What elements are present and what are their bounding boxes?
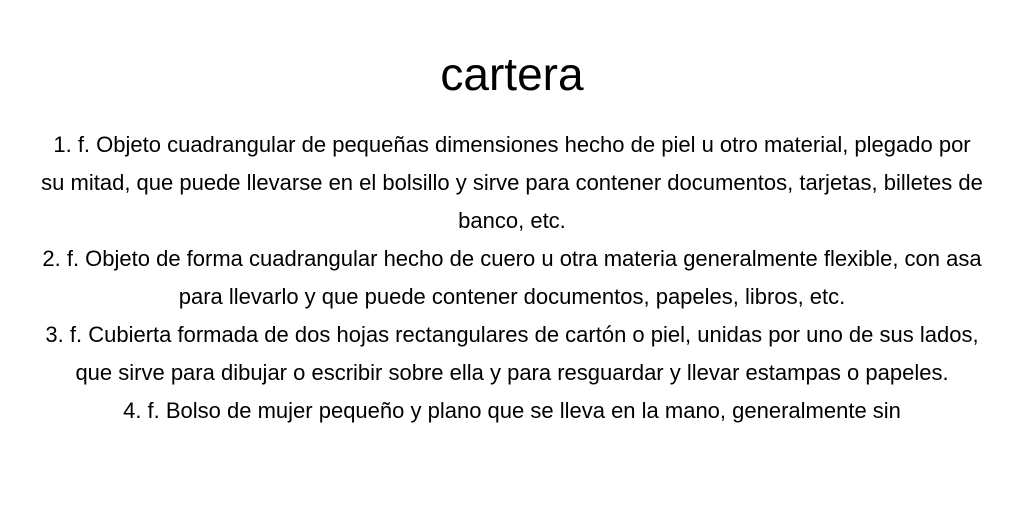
definitions-list [40,126,984,430]
definition-1: 1. f. Objeto cuadrangular de pequeñas dimensiones hecho de piel u otro material, plegado por su mitad, que puede llevarse en el bolsillo y sirve para contener documentos, tarjetas, billetes de banco, etc. [41,132,983,233]
definition-4: 4. f. Bolso de mujer pequeño y plano que se lleva en la mano, generalmente sin [123,398,901,423]
entry-title: cartera [440,48,584,100]
definition-2: 2. f. Objeto de forma cuadrangular hecho de cuero u otra materia generalmente flexible, con asa para llevarlo y que puede contener documentos, papeles, libros, etc. [42,246,982,309]
definition-3: 3. f. Cubierta formada de dos hojas rectangulares de cartón o piel, unidas por uno de sus lados, que sirve para dibujar o escribir sobre ella y para resguardar y llevar estampas o papeles. [45,322,979,385]
